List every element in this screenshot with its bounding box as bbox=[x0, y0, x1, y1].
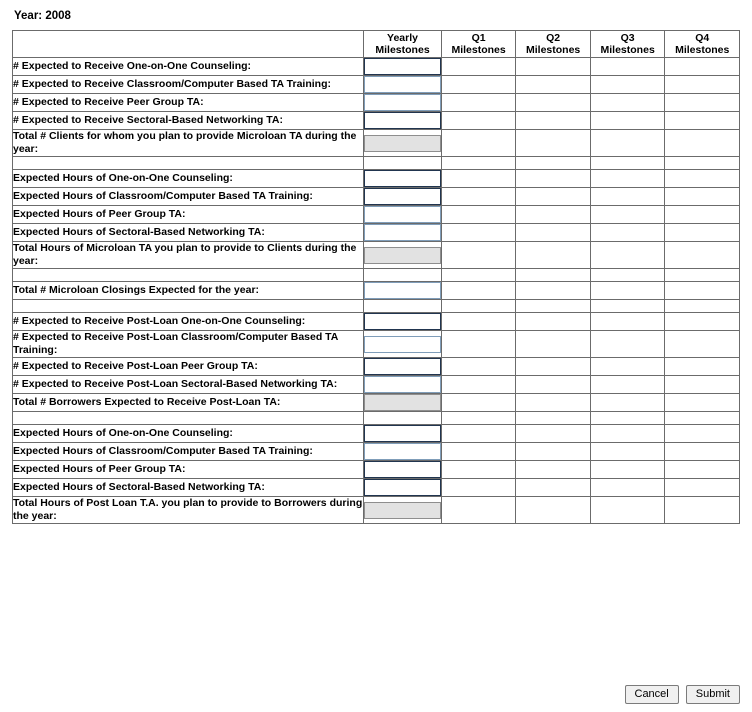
cell-yearly bbox=[364, 76, 442, 94]
yearly-milestone-input[interactable] bbox=[364, 425, 441, 442]
table-row bbox=[13, 94, 740, 112]
spacer-cell bbox=[516, 300, 591, 313]
row-label: Expected Hours of Sectoral-Based Networking TA: bbox=[13, 224, 364, 242]
yearly-milestone-input[interactable] bbox=[364, 112, 441, 129]
quarter-cell-q1[interactable] bbox=[441, 394, 516, 412]
spacer-cell bbox=[590, 412, 665, 425]
quarter-cell-q3[interactable] bbox=[590, 376, 665, 394]
quarter-cell-q1[interactable] bbox=[441, 313, 516, 331]
quarter-cell-q4[interactable] bbox=[665, 443, 740, 461]
table-row bbox=[13, 394, 740, 412]
column-header-q3-line2: Milestones bbox=[600, 44, 655, 56]
quarter-cell-q1[interactable] bbox=[441, 188, 516, 206]
table-header bbox=[13, 31, 740, 58]
yearly-milestone-input[interactable] bbox=[364, 313, 441, 330]
row-label: Total # Clients for whom you plan to provide Microloan TA during the year: bbox=[13, 130, 364, 157]
table-row bbox=[13, 112, 740, 130]
column-header-yearly-line1: Yearly bbox=[387, 32, 418, 44]
table-row bbox=[13, 376, 740, 394]
spacer-cell bbox=[364, 269, 442, 282]
row-label: # Expected to Receive Post-Loan Peer Group TA: bbox=[13, 358, 364, 376]
quarter-cell-q4[interactable] bbox=[665, 58, 740, 76]
yearly-total-readonly-field bbox=[364, 502, 441, 519]
quarter-cell-q2[interactable] bbox=[516, 358, 591, 376]
quarter-cell-q1[interactable] bbox=[441, 224, 516, 242]
yearly-milestone-input[interactable] bbox=[364, 188, 441, 205]
quarter-cell-q2[interactable] bbox=[516, 282, 591, 300]
spacer-cell bbox=[441, 412, 516, 425]
cell-yearly bbox=[364, 461, 442, 479]
form-actions bbox=[625, 685, 741, 704]
quarter-cell-q3[interactable] bbox=[590, 313, 665, 331]
spacer-cell bbox=[13, 300, 364, 313]
spacer-cell bbox=[665, 269, 740, 282]
quarter-cell-q3[interactable] bbox=[590, 94, 665, 112]
quarter-cell-q3[interactable] bbox=[590, 394, 665, 412]
quarter-cell-q3[interactable] bbox=[590, 206, 665, 224]
quarter-cell-q2[interactable] bbox=[516, 206, 591, 224]
row-label: # Expected to Receive One-on-One Counseling: bbox=[13, 58, 364, 76]
column-header-q4 bbox=[665, 31, 740, 58]
yearly-milestone-input[interactable] bbox=[364, 224, 441, 241]
quarter-cell-q1[interactable] bbox=[441, 497, 516, 524]
quarter-cell-q2[interactable] bbox=[516, 170, 591, 188]
cell-yearly bbox=[364, 497, 442, 524]
quarter-cell-q2[interactable] bbox=[516, 188, 591, 206]
cell-yearly bbox=[364, 425, 442, 443]
spacer-cell bbox=[590, 269, 665, 282]
quarter-cell-q2[interactable] bbox=[516, 443, 591, 461]
yearly-total-readonly-field bbox=[364, 135, 441, 152]
quarter-cell-q2[interactable] bbox=[516, 76, 591, 94]
quarter-cell-q3[interactable] bbox=[590, 224, 665, 242]
row-label: Expected Hours of One-on-One Counseling: bbox=[13, 170, 364, 188]
quarter-cell-q1[interactable] bbox=[441, 58, 516, 76]
quarter-cell-q3[interactable] bbox=[590, 479, 665, 497]
quarter-cell-q4[interactable] bbox=[665, 479, 740, 497]
quarter-cell-q1[interactable] bbox=[441, 76, 516, 94]
cell-yearly bbox=[364, 242, 442, 269]
spacer-cell bbox=[364, 412, 442, 425]
table-header-row bbox=[13, 31, 740, 58]
quarter-cell-q4[interactable] bbox=[665, 94, 740, 112]
table-row bbox=[13, 224, 740, 242]
milestones-table bbox=[12, 30, 740, 524]
column-header-blank bbox=[13, 31, 364, 58]
spacer-cell bbox=[590, 157, 665, 170]
cell-yearly bbox=[364, 206, 442, 224]
quarter-cell-q4[interactable] bbox=[665, 461, 740, 479]
quarter-cell-q1[interactable] bbox=[441, 376, 516, 394]
quarter-cell-q3[interactable] bbox=[590, 497, 665, 524]
year-header bbox=[14, 10, 740, 22]
spacer-cell bbox=[441, 269, 516, 282]
quarter-cell-q3[interactable] bbox=[590, 282, 665, 300]
quarter-cell-q3[interactable] bbox=[590, 331, 665, 358]
row-label: Total Hours of Post Loan T.A. you plan to provide to Borrowers during the year: bbox=[13, 497, 363, 522]
table-row bbox=[13, 479, 740, 497]
column-header-q3 bbox=[590, 31, 665, 58]
row-label: # Expected to Receive Post-Loan One-on-One Counseling: bbox=[13, 313, 364, 331]
spacer-cell bbox=[441, 157, 516, 170]
quarter-cell-q4[interactable] bbox=[665, 112, 740, 130]
quarter-cell-q3[interactable] bbox=[590, 188, 665, 206]
quarter-cell-q3[interactable] bbox=[590, 76, 665, 94]
row-label: # Expected to Receive Sectoral-Based Networking TA: bbox=[13, 112, 364, 130]
table-row bbox=[13, 358, 740, 376]
quarter-cell-q4[interactable] bbox=[665, 224, 740, 242]
yearly-milestone-input[interactable] bbox=[364, 58, 441, 75]
column-header-q2 bbox=[516, 31, 591, 58]
quarter-cell-q1[interactable] bbox=[441, 358, 516, 376]
quarter-cell-q4[interactable] bbox=[665, 76, 740, 94]
column-header-q3-line1: Q3 bbox=[620, 32, 635, 44]
spacer-cell bbox=[441, 300, 516, 313]
spacer-cell bbox=[13, 269, 364, 282]
spacer-cell bbox=[665, 157, 740, 170]
table-body bbox=[13, 58, 740, 524]
quarter-cell-q3[interactable] bbox=[590, 130, 665, 157]
quarter-cell-q4[interactable] bbox=[665, 376, 740, 394]
spacer-cell bbox=[516, 269, 591, 282]
quarter-cell-q4[interactable] bbox=[665, 497, 740, 524]
quarter-cell-q2[interactable] bbox=[516, 479, 591, 497]
row-label: Expected Hours of One-on-One Counseling: bbox=[13, 425, 364, 443]
row-label: Expected Hours of Sectoral-Based Networking TA: bbox=[13, 479, 364, 497]
quarter-cell-q2[interactable] bbox=[516, 58, 591, 76]
table-spacer-row bbox=[13, 157, 740, 170]
column-header-q4-line1: Q4 bbox=[695, 32, 710, 44]
quarter-cell-q1[interactable] bbox=[441, 425, 516, 443]
quarter-cell-q4[interactable] bbox=[665, 394, 740, 412]
cell-yearly bbox=[364, 479, 442, 497]
row-label: # Expected to Receive Post-Loan Sectoral-Based Networking TA: bbox=[13, 376, 364, 394]
quarter-cell-q3[interactable] bbox=[590, 242, 665, 269]
spacer-cell bbox=[516, 157, 591, 170]
row-label: Expected Hours of Classroom/Computer Based TA Training: bbox=[13, 443, 364, 461]
column-header-q2-line2: Milestones bbox=[525, 44, 581, 56]
cell-yearly bbox=[364, 224, 442, 242]
quarter-cell-q4[interactable] bbox=[665, 425, 740, 443]
table-row bbox=[13, 170, 740, 188]
quarter-cell-q2[interactable] bbox=[516, 112, 591, 130]
quarter-cell-q3[interactable] bbox=[590, 358, 665, 376]
row-label: Total Hours of Microloan TA you plan to provide to Clients during the year: bbox=[13, 242, 364, 269]
year-label: Year: bbox=[14, 10, 43, 22]
row-label: Expected Hours of Classroom/Computer Based TA Training: bbox=[13, 188, 364, 206]
table-spacer-row bbox=[13, 412, 740, 425]
row-label: Expected Hours of Peer Group TA: bbox=[13, 206, 364, 224]
yearly-milestone-input[interactable] bbox=[364, 461, 441, 478]
quarter-cell-q4[interactable] bbox=[665, 206, 740, 224]
row-label: # Expected to Receive Classroom/Computer Based TA Training: bbox=[13, 76, 364, 94]
table-row bbox=[13, 206, 740, 224]
yearly-milestone-input[interactable] bbox=[364, 94, 441, 111]
yearly-milestone-input[interactable] bbox=[364, 76, 441, 93]
quarter-cell-q3[interactable] bbox=[590, 443, 665, 461]
table-row bbox=[13, 425, 740, 443]
spacer-cell bbox=[516, 412, 591, 425]
quarter-cell-q2[interactable] bbox=[516, 376, 591, 394]
quarter-cell-q4[interactable] bbox=[665, 331, 740, 358]
table-row bbox=[13, 313, 740, 331]
row-label: Total # Microloan Closings Expected for the year: bbox=[13, 282, 364, 300]
quarter-cell-q1[interactable] bbox=[441, 282, 516, 300]
yearly-milestone-input[interactable] bbox=[364, 170, 441, 187]
quarter-cell-q2[interactable] bbox=[516, 425, 591, 443]
column-header-q1 bbox=[441, 31, 516, 58]
row-label: Expected Hours of Peer Group TA: bbox=[13, 461, 364, 479]
table-row bbox=[13, 242, 740, 269]
quarter-cell-q3[interactable] bbox=[590, 58, 665, 76]
cell-yearly bbox=[364, 331, 442, 358]
spacer-cell bbox=[364, 300, 442, 313]
quarter-cell-q1[interactable] bbox=[441, 130, 516, 157]
yearly-milestone-input[interactable] bbox=[364, 358, 441, 375]
cell-yearly bbox=[364, 188, 442, 206]
table-row bbox=[13, 331, 740, 358]
quarter-cell-q4[interactable] bbox=[665, 313, 740, 331]
cell-yearly bbox=[364, 170, 442, 188]
quarter-cell-q3[interactable] bbox=[590, 461, 665, 479]
quarter-cell-q2[interactable] bbox=[516, 94, 591, 112]
submit-button[interactable]: Submit bbox=[686, 685, 740, 704]
table-row bbox=[13, 130, 740, 157]
cell-yearly bbox=[364, 58, 442, 76]
table-row bbox=[13, 76, 740, 94]
table-spacer-row bbox=[13, 269, 740, 282]
quarter-cell-q3[interactable] bbox=[590, 425, 665, 443]
column-header-q1-line1: Q1 bbox=[471, 32, 486, 44]
cancel-button[interactable]: Cancel bbox=[625, 685, 679, 704]
cell-yearly bbox=[364, 358, 442, 376]
cell-yearly bbox=[364, 394, 442, 412]
quarter-cell-q1[interactable] bbox=[441, 206, 516, 224]
spacer-cell bbox=[13, 157, 364, 170]
spacer-cell bbox=[665, 412, 740, 425]
quarter-cell-q4[interactable] bbox=[665, 188, 740, 206]
cell-yearly bbox=[364, 112, 442, 130]
quarter-cell-q4[interactable] bbox=[665, 282, 740, 300]
table-spacer-row bbox=[13, 300, 740, 313]
row-label: # Expected to Receive Peer Group TA: bbox=[13, 94, 364, 112]
column-header-q2-line1: Q2 bbox=[546, 32, 561, 44]
column-header-q1-line2: Milestones bbox=[451, 44, 506, 56]
quarter-cell-q4[interactable] bbox=[665, 358, 740, 376]
quarter-cell-q2[interactable] bbox=[516, 130, 591, 157]
yearly-milestone-input[interactable] bbox=[364, 376, 441, 393]
quarter-cell-q1[interactable] bbox=[441, 331, 516, 358]
quarter-cell-q2[interactable] bbox=[516, 313, 591, 331]
quarter-cell-q1[interactable] bbox=[441, 461, 516, 479]
row-label: # Expected to Receive Post-Loan Classroom/Computer Based TA Training: bbox=[13, 331, 364, 358]
yearly-milestone-input[interactable] bbox=[364, 479, 441, 496]
table-row bbox=[13, 497, 740, 524]
cell-yearly bbox=[364, 313, 442, 331]
quarter-cell-q1[interactable] bbox=[441, 242, 516, 269]
quarter-cell-q2[interactable] bbox=[516, 394, 591, 412]
table-row bbox=[13, 461, 740, 479]
cell-yearly bbox=[364, 443, 442, 461]
table-row bbox=[13, 443, 740, 461]
quarter-cell-q4[interactable] bbox=[665, 242, 740, 269]
quarter-cell-q1[interactable] bbox=[441, 112, 516, 130]
quarter-cell-q1[interactable] bbox=[441, 479, 516, 497]
column-header-yearly-line2: Milestones bbox=[375, 44, 430, 56]
quarter-cell-q1[interactable] bbox=[441, 94, 516, 112]
table-row bbox=[13, 282, 740, 300]
yearly-milestone-input[interactable] bbox=[364, 206, 441, 223]
cell-yearly bbox=[364, 94, 442, 112]
quarter-cell-q3[interactable] bbox=[590, 170, 665, 188]
table-row bbox=[13, 188, 740, 206]
yearly-total-readonly-field bbox=[364, 394, 441, 411]
quarter-cell-q1[interactable] bbox=[441, 443, 516, 461]
quarter-cell-q2[interactable] bbox=[516, 497, 591, 524]
column-header-q4-line2: Milestones bbox=[675, 44, 730, 56]
quarter-cell-q4[interactable] bbox=[665, 130, 740, 157]
cell-yearly bbox=[364, 130, 442, 157]
cell-yearly bbox=[364, 376, 442, 394]
spacer-cell bbox=[13, 412, 364, 425]
quarter-cell-q4[interactable] bbox=[665, 170, 740, 188]
quarter-cell-q2[interactable] bbox=[516, 461, 591, 479]
quarter-cell-q3[interactable] bbox=[590, 112, 665, 130]
yearly-milestone-input[interactable] bbox=[364, 336, 441, 353]
spacer-cell bbox=[364, 157, 442, 170]
quarter-cell-q2[interactable] bbox=[516, 242, 591, 269]
cell-yearly bbox=[364, 282, 442, 300]
row-label: Total # Borrowers Expected to Receive Post-Loan TA: bbox=[13, 394, 364, 412]
column-header-yearly bbox=[364, 31, 442, 58]
spacer-cell bbox=[590, 300, 665, 313]
yearly-milestone-input[interactable] bbox=[364, 443, 441, 460]
quarter-cell-q1[interactable] bbox=[441, 170, 516, 188]
year-value: 2008 bbox=[45, 10, 71, 22]
yearly-total-readonly-field bbox=[364, 247, 441, 264]
quarter-cell-q2[interactable] bbox=[516, 224, 591, 242]
table-row bbox=[13, 58, 740, 76]
yearly-milestone-input[interactable] bbox=[364, 282, 441, 299]
spacer-cell bbox=[665, 300, 740, 313]
quarter-cell-q2[interactable] bbox=[516, 331, 591, 358]
